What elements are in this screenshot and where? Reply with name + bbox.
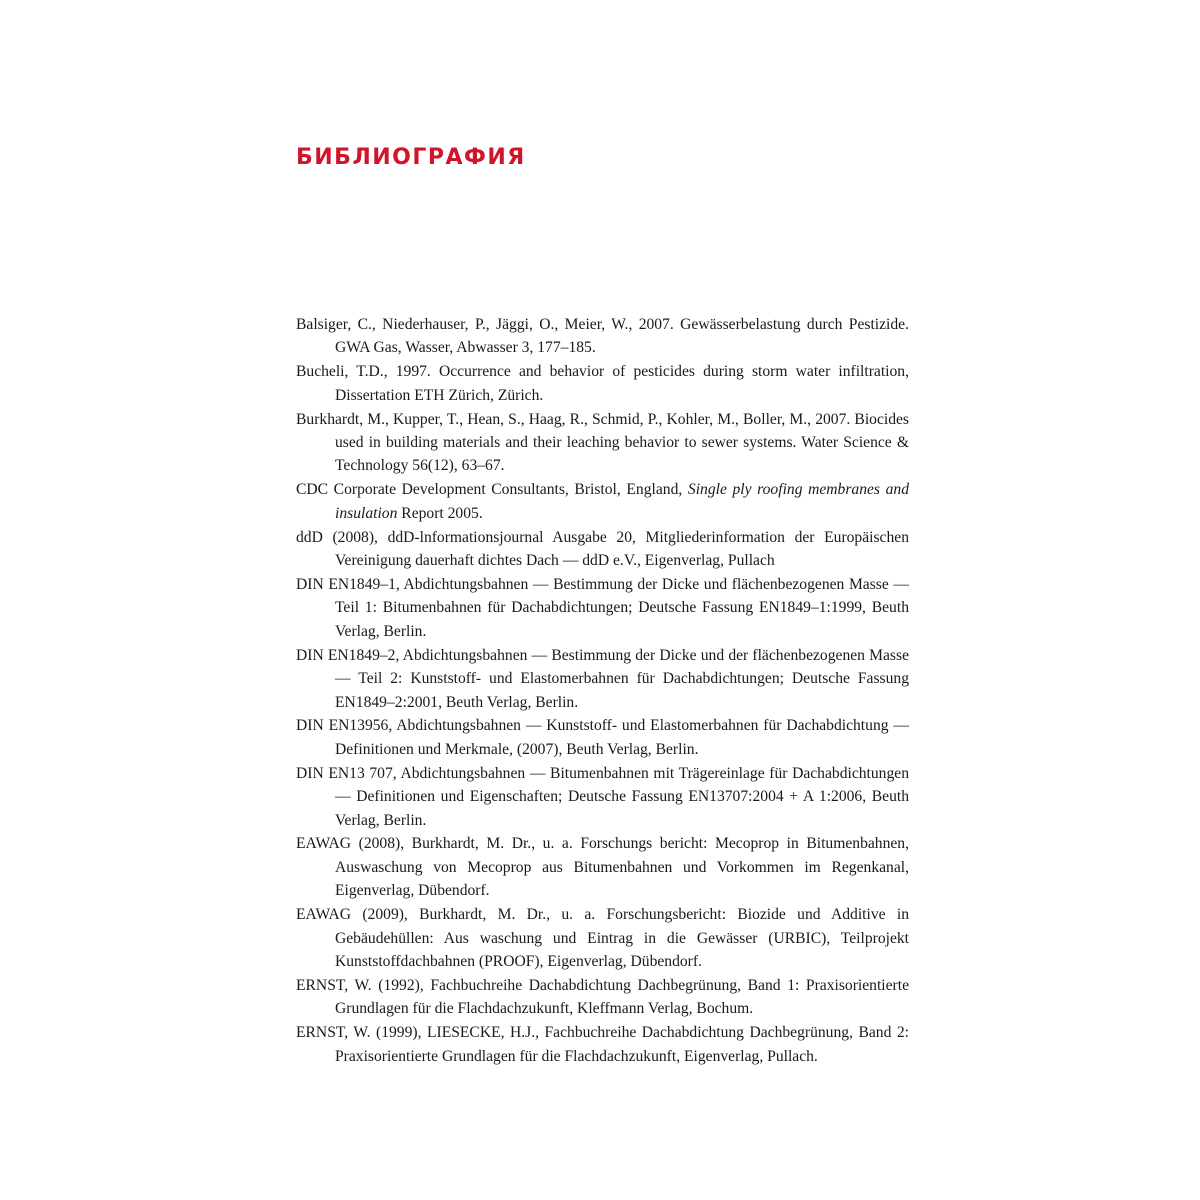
bibliography-entry: ddD (2008), ddD-lnformationsjournal Ausgabe 20, Mitgliederinformation der Europäischen Vereinigung dauerhaft dichtes Dach — ddD e.V., Eigenverlag, Pullach (296, 528, 909, 570)
bibliography-entry: ERNST, W. (1992), Fachbuchreihe Dachabdichtung Dachbegrünung, Band 1: Praxisorientierte Grundlagen für die Flachdachzukunft, Kleffmann Verlag, Bochum. (296, 976, 909, 1018)
bibliography-entry: ERNST, W. (1999), LIESECKE, H.J., Fachbuchreihe Dachabdichtung Dachbegrünung, Band 2: Praxisorientierte Grundlagen für die Flachdachzukunft, Eigenverlag, Pullach. (296, 1024, 909, 1065)
bibliography-entry: EAWAG (2008), Burkhardt, M. Dr., u. a. Forschungs bericht: Mecoprop in Bitumenbahnen, Auswaschung von Mecoprop aus Bitumenbahnen und Vorkommen im Regenkanal, Eigenverlag, Dübendorf. (296, 835, 909, 900)
bibliography-entry: EAWAG (2009), Burkhardt, M. Dr., u. a. Forschungsbericht: Biozide und Additive in Gebäudehüllen: Aus waschung und Eintrag in die Gewässer (URBIC), Teilprojekt Kunststoffdachbahnen (PROOF), Eigenverlag, Dübendorf. (296, 906, 909, 970)
entry-text: CDC Corporate Development Consultants, Bristol, England, (296, 481, 688, 499)
bibliography-entry: DIN EN1849–1, Abdichtungsbahnen — Bestimmung der Dicke und flächenbezogenen Masse — Teil 1: Bitumenbahnen für Dachabdichtungen; Deutsche Fassung EN1849–1:1999, Beuth Verlag, Berlin. (296, 575, 909, 640)
bibliography-entry: DIN EN13956, Abdichtungsbahnen — Kunststoff- und Elastomerbahnen für Dachabdichtung — Definitionen und Merkmale, (2007), Beuth Verlag, Berlin. (296, 717, 909, 758)
bibliography-list (296, 313, 909, 1069)
bibliography-entry: DIN EN1849–2, Abdichtungsbahnen — Bestimmung der Dicke und der flächenbezogenen Masse — Teil 2: Kunststoff- und Elastomerbahnen für Dachabdichtungen; Deutsche Fassung EN1849–2:2001, Beuth Verlag, Berlin. (296, 646, 909, 711)
entry-text: Report 2005. (397, 504, 483, 522)
page-title: БИБЛИОГРАФИЯ (296, 145, 526, 170)
bibliography-entry: Balsiger, C., Niederhauser, P., Jäggi, O., Meier, W., 2007. Gewässerbelastung durch Pestizide. GWA Gas, Wasser, Abwasser 3, 177–185. (296, 316, 909, 357)
bibliography-entry: Burkhardt, M., Kupper, T., Hean, S., Haag, R., Schmid, P., Kohler, M., Boller, M., 2007. Biocides used in building materials and their leaching behavior to sewer systems. Water Science & Technology 56(12), 63–67. (296, 410, 909, 475)
bibliography-entry (296, 478, 909, 525)
bibliography-entry: DIN EN13 707, Abdichtungsbahnen — Bitumenbahnen mit Trägereinlage für Dachabdichtungen — Definitionen und Eigenschaften; Deutsche Fassung EN13707:2004 + A 1:2006, Beuth Verlag, Berlin. (296, 764, 909, 829)
bibliography-entry: Bucheli, T.D., 1997. Occurrence and behavior of pesticides during storm water infiltration, Dissertation ETH Zürich, Zürich. (296, 363, 909, 404)
entry-title-italic: Single ply roofing membranes and insulation (335, 481, 910, 522)
